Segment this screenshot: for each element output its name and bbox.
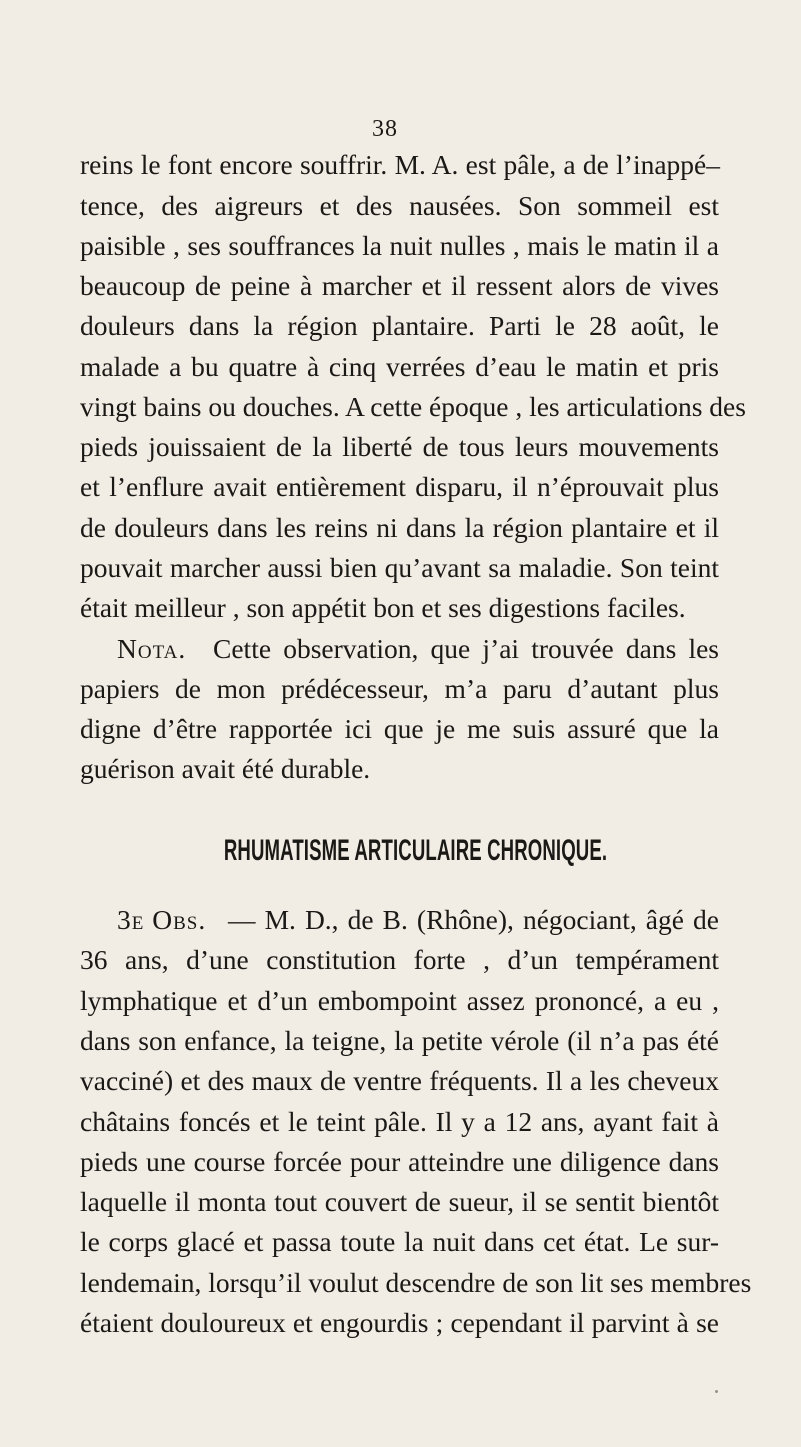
section-heading: RHUMATISME ARTICULAIRE CHRONIQUE. <box>223 834 608 867</box>
text-line: pouvait marcher aussi bien qu’avant sa maladie. Son teint <box>80 552 719 583</box>
text-line: guérison avait été durable. <box>80 753 371 784</box>
text-line: le corps glacé et passa toute la nuit dans cet état. Le sur- <box>80 1226 719 1257</box>
text-line: dans son enfance, la teigne, la petite vérole (il n’a pas été <box>80 1025 719 1056</box>
text-line: lendemain, lorsqu’il voulut descendre de son lit ses membres <box>80 1267 752 1298</box>
text-line: beaucoup de peine à marcher et il ressent alors de vives <box>80 270 719 301</box>
text-line: Cette observation, que j’ai trouvée dans les <box>213 633 719 664</box>
text-line: laquelle il monta tout couvert de sueur, il se sentit bientôt <box>80 1186 719 1217</box>
text-line: papiers de mon prédécesseur, m’a paru d’autant plus <box>80 673 719 704</box>
text-line: tence, des aigreurs et des nausées. Son sommeil est <box>80 190 719 221</box>
text-line: reins le font encore souffrir. M. A. est pâle, a de l’inappé– <box>80 149 720 180</box>
text-line: vingt bains ou douches. A cette époque , les articulations des <box>80 391 746 422</box>
text-line: pieds une course forcée pour atteindre une diligence dans <box>80 1146 719 1177</box>
text-line: de douleurs dans les reins ni dans la région plantaire et il <box>80 512 719 543</box>
text-line: et l’enflure avait entièrement disparu, il n’éprouvait plus <box>80 471 719 502</box>
paper-speck <box>715 1390 718 1393</box>
text-line: châtains foncés et le teint pâle. Il y a 12 ans, ayant fait à <box>80 1106 719 1137</box>
text-line: 36 ans, d’une constitution forte , d’un tempérament <box>80 944 719 975</box>
observation-label: 3e Obs. <box>117 904 207 935</box>
text-line: digne d’être rapportée ici que je me suis assuré que la <box>80 713 719 744</box>
text-line: vacciné) et des maux de ventre fréquents. Il a les cheveux <box>80 1065 719 1096</box>
text-line: était meilleur , son appétit bon et ses digestions faciles. <box>80 592 686 623</box>
text-line: lymphatique et d’un embompoint assez prononcé, a eu , <box>80 985 719 1016</box>
text-line: douleurs dans la région plantaire. Parti le 28 août, le <box>80 310 719 341</box>
text-line: malade a bu quatre à cinq verrées d’eau le matin et pris <box>80 351 719 382</box>
text-line: — M. D., de B. (Rhône), négociant, âgé de <box>228 904 719 935</box>
text-line: pieds jouissaient de la liberté de tous leurs mouvements <box>80 431 719 462</box>
text-line: paisible , ses souffrances la nuit nulles , mais le matin il a <box>80 230 719 261</box>
page-number: 38 <box>372 116 398 142</box>
text-line: étaient douloureux et engourdis ; cependant il parvint à se <box>80 1307 719 1338</box>
nota-label: Nota. <box>117 633 187 664</box>
